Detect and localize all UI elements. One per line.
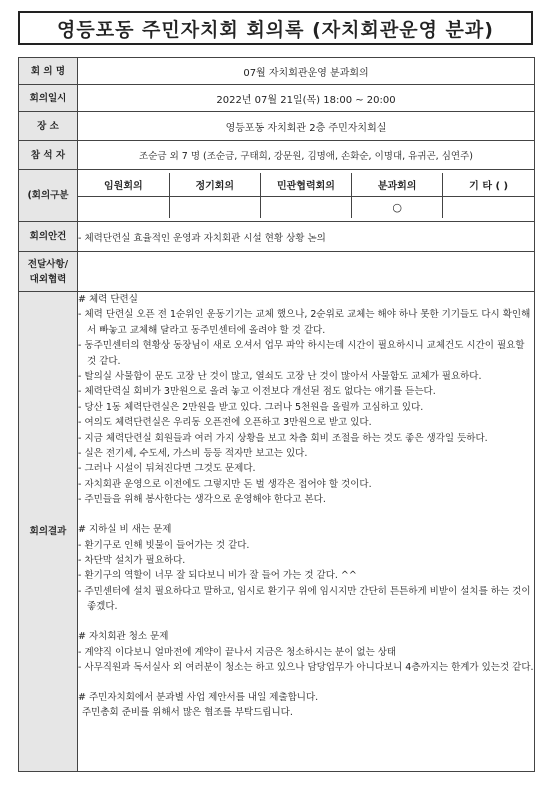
results-list-item: - 사무직원과 독서실사 외 여러분이 청소는 하고 있으나 담당업무가 아니다보니 4층까지는 한계가 있는것 같다. (78, 661, 534, 673)
results-section (78, 690, 534, 721)
minutes-table (18, 57, 535, 772)
meeting-type-header: 민관협력회의 (260, 173, 351, 196)
meeting-type-header: 기 타 ( ) (443, 173, 534, 196)
results-list-item: - 환기구의 역할이 너무 잘 되다보니 비가 잘 들어 가는 것 같다. ^^ (78, 570, 357, 582)
results-section-heading: # 주민자치회에서 분과별 사업 제안서를 내일 제출합니다. (78, 691, 319, 703)
meeting-type-grid (78, 170, 535, 222)
results-list-item: - 그러나 시설이 뒤쳐진다면 그것도 문제다. (78, 463, 256, 475)
meeting-type-mark (78, 196, 169, 218)
agenda-label: 회의안건 (19, 222, 78, 252)
results-list-item: - 탈의실 사물함이 문도 고장 난 것이 많고, 열쇠도 고장 난 것이 많아서 사물함도 교체가 필요하다. (78, 371, 482, 383)
meeting-type-header: 정기회의 (169, 173, 260, 196)
results-list-item: - 환기구로 인해 빗물이 들어가는 것 같다. (78, 539, 250, 551)
results-content (78, 292, 535, 772)
results-list-item: - 주민들을 위해 봉사한다는 생각으로 운영해야 한다고 본다. (78, 494, 326, 506)
results-section (78, 292, 534, 508)
meeting-type-mark (260, 196, 351, 218)
results-list-item: - 당산 1동 체력단련실은 2만원을 받고 있다. 그러나 5천원을 올릴까 고심하고 있다. (78, 401, 424, 413)
results-section (78, 629, 534, 675)
results-list-item: - 여의도 체력단련실은 우리동 오픈전에 오픈하고 3만원으로 받고 있다. (78, 417, 372, 429)
meeting-name-label: 회 의 명 (19, 58, 78, 85)
notices-value (78, 252, 535, 292)
document-title: 영등포동 주민자치회 회의록 (자치회관운영 분과) (18, 11, 533, 45)
results-list-item: - 주민센터에 설치 필요하다고 말하고, 임시로 환기구 위에 임시지만 간단히 튼튼하게 비받이 설치를 하는 것이 좋겠다. (78, 585, 531, 613)
agenda-value: - 체력단련실 효율적인 운영과 자치회관 시설 현황 상황 논의 (78, 222, 535, 252)
meeting-datetime-label: 회의일시 (19, 85, 78, 112)
meeting-type-header: 임원회의 (78, 173, 169, 196)
results-list-item: - 실은 전기세, 수도세, 가스비 등등 적자만 보고는 있다. (78, 448, 308, 460)
attendees-label: 참 석 자 (19, 141, 78, 170)
notices-label: 전달사항/ 대외협력 (19, 252, 78, 292)
meeting-type-table (78, 173, 534, 218)
meeting-type-mark: ○ (352, 196, 443, 218)
results-note: 주민총회 준비를 위해서 많은 협조를 부탁드립니다. (82, 707, 293, 719)
meeting-type-mark (443, 196, 534, 218)
place-label: 장 소 (19, 112, 78, 141)
results-list-item: - 계약직 이다보니 얼마전에 계약이 끝나서 지금은 청소하시는 분이 없는 상태 (78, 646, 397, 658)
meeting-datetime-value: 2022년 07월 21일(목) 18:00 ~ 20:00 (78, 85, 535, 112)
meeting-type-label: (회의구분 (19, 170, 78, 222)
results-section-heading: # 체력 단련실 (78, 294, 138, 305)
results-section-heading: # 자치회관 청소 문제 (78, 631, 169, 643)
meeting-type-header: 분과회의 (352, 173, 443, 196)
results-section-heading: # 지하실 비 새는 문제 (78, 524, 172, 536)
results-list-item: - 동주민센터의 현황상 동장님이 새로 오셔서 업무 파악 하시는데 시간이 필요하시니 교체건도 시간이 필요할 것 같다. (78, 340, 525, 367)
results-section (78, 522, 534, 614)
results-list-item: - 체력 단련실 오픈 전 1순위인 운동기기는 교체 했으나, 2순위로 교체는 해야 하나 못한 기기들도 다시 확인해서 빠놓고 교체해 달라고 동주민센터에 올려야 할 것 같다. (78, 309, 531, 336)
attendees-value: 조순금 외 7 명 (조순금, 구태희, 강문원, 김명애, 손화순, 이명대, 유귀곤, 심연주) (78, 141, 535, 170)
results-label: 회의결과 (19, 292, 78, 772)
meeting-name-value: 07월 자치회관운영 분과회의 (78, 58, 535, 85)
meeting-type-mark (169, 196, 260, 218)
results-list-item: - 자치회관 운영으로 이전에도 그렇지만 돈 벌 생각은 접어야 할 것이다. (78, 478, 372, 490)
results-list-item: - 차단막 설치가 필요하다. (78, 555, 186, 566)
place-value: 영등포동 자치회관 2층 주민자치회실 (78, 112, 535, 141)
results-list-item: - 체력단력실 회비가 3만원으로 올려 놓고 이전보다 개선된 점도 없다는 얘기를 듣는다. (78, 386, 436, 398)
results-list-item: - 지금 체력단련실 회원들과 여러 가지 상황을 보고 차츰 회비 조절을 하는 것도 좋은 생각일 듯하다. (78, 432, 488, 444)
